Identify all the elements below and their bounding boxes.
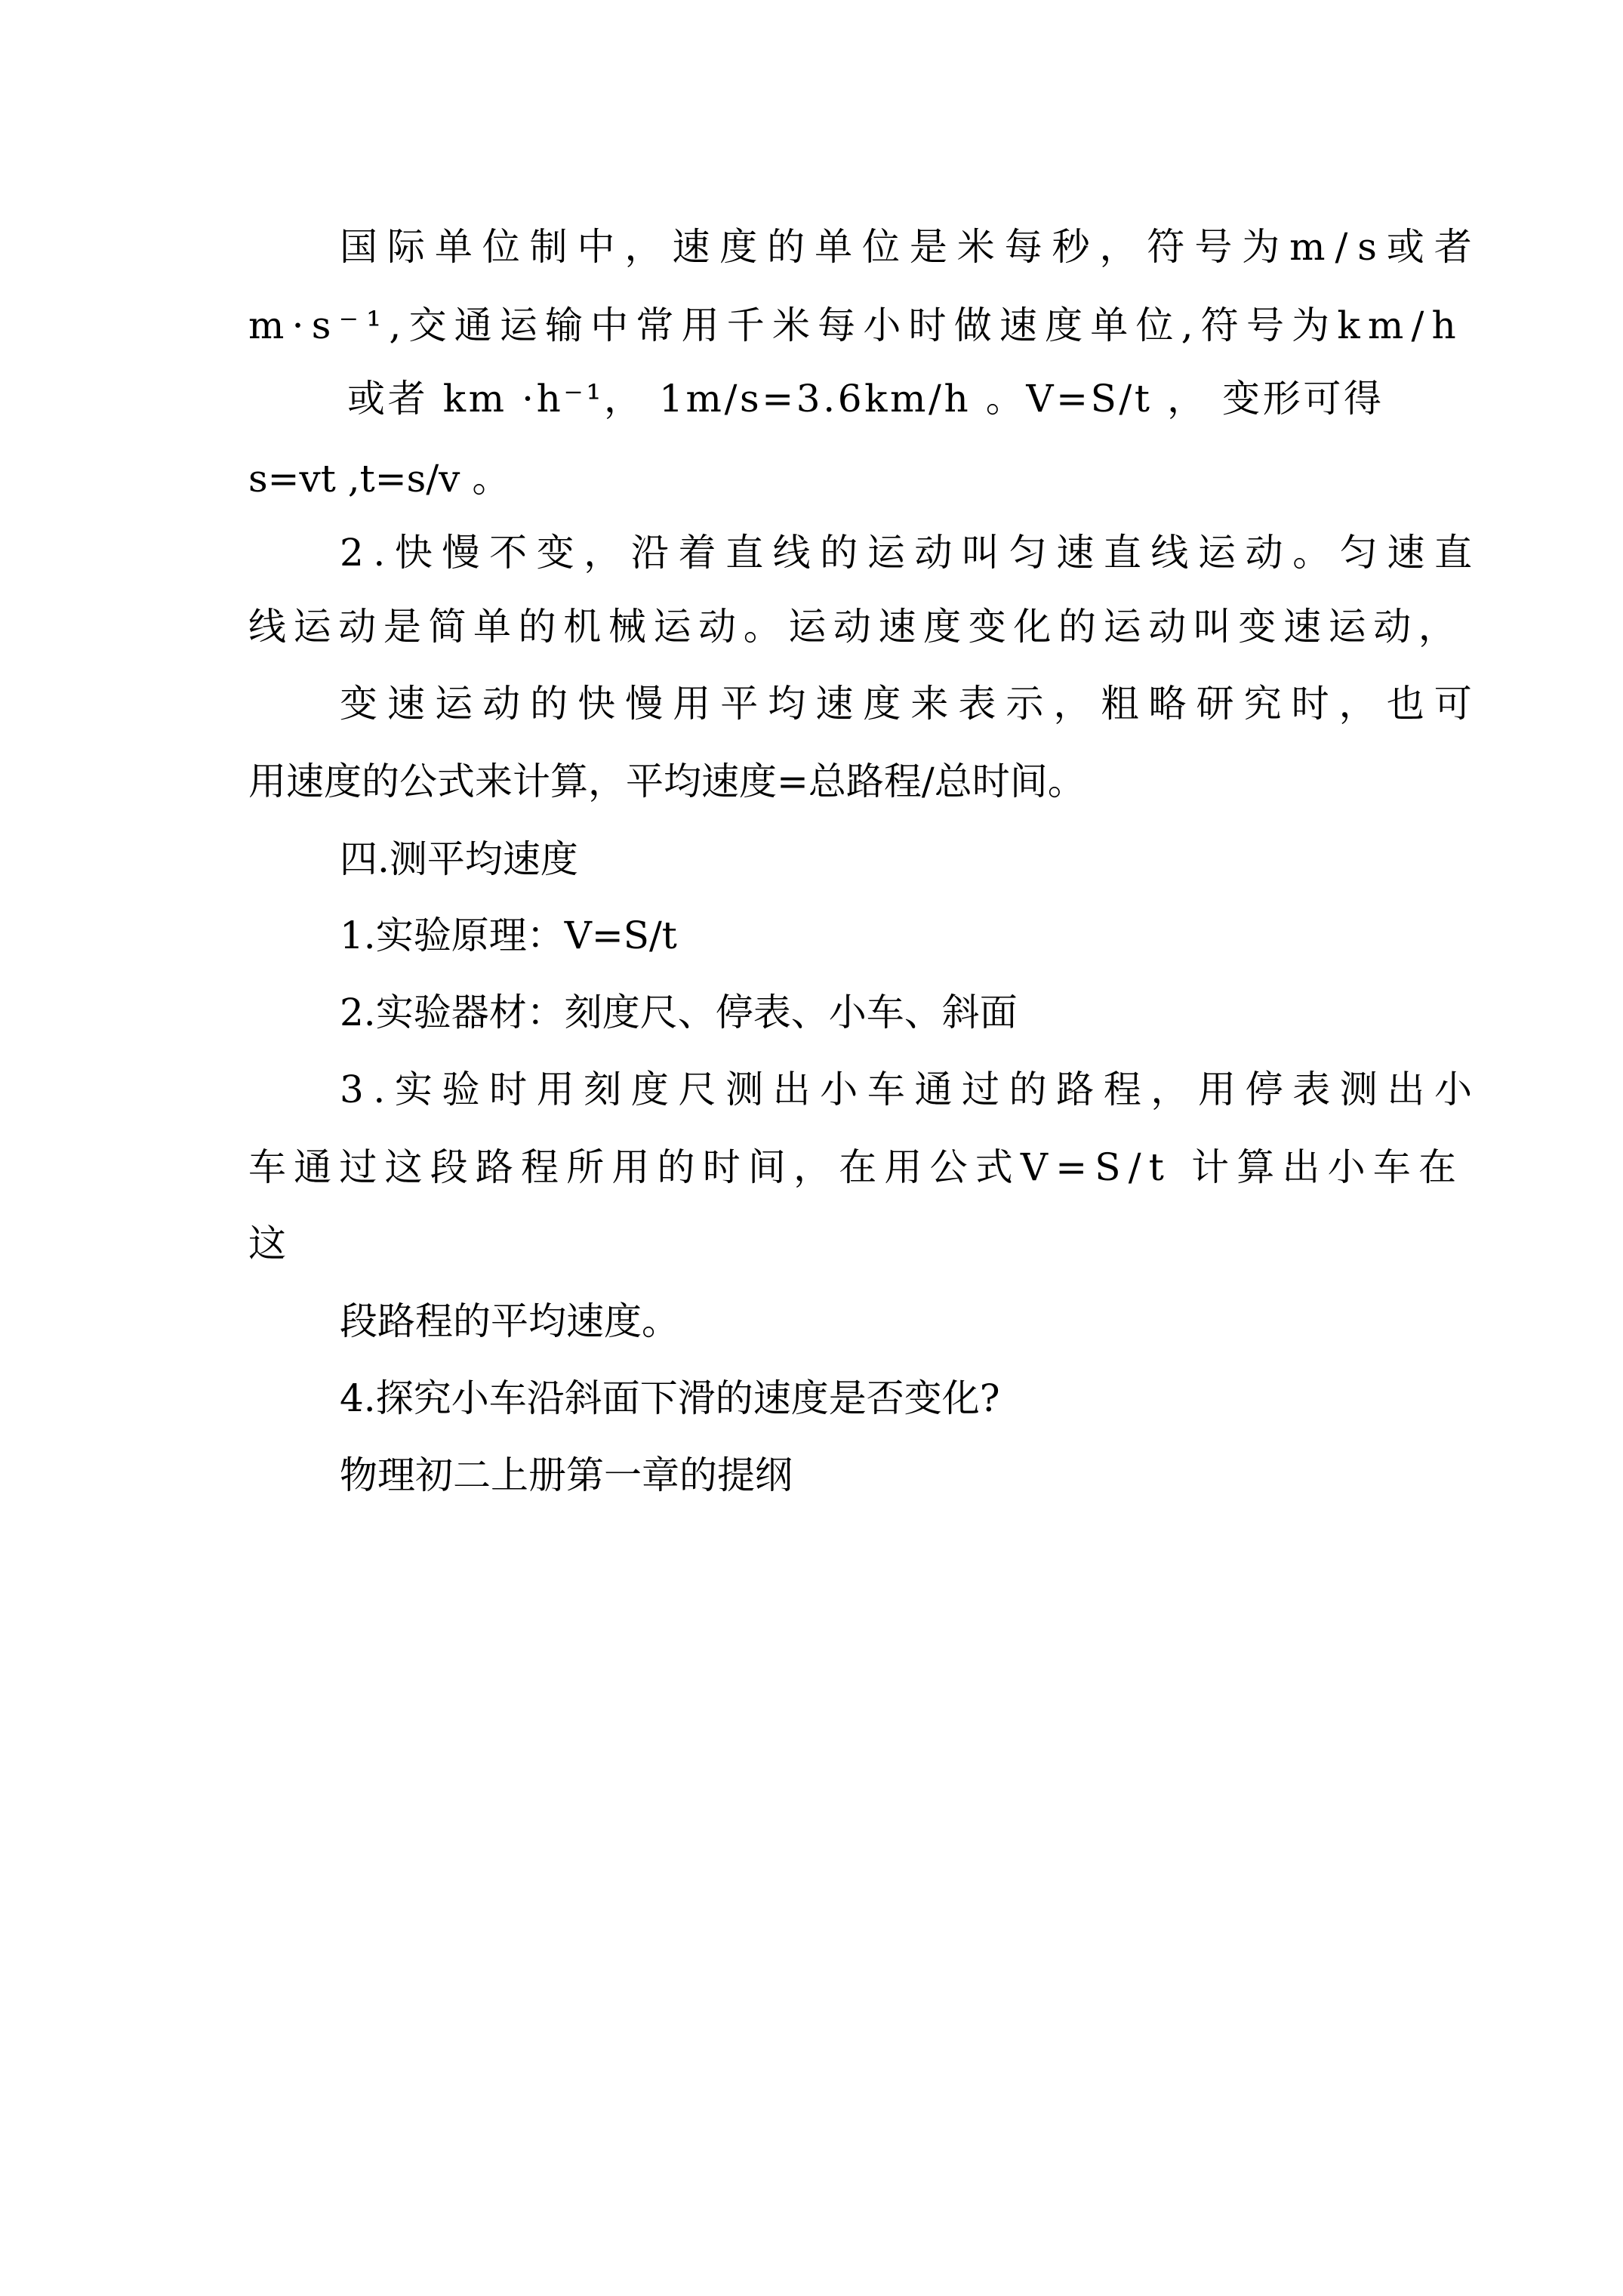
text-glyph: 是 [383,605,421,649]
text-glyph: t [1148,1145,1164,1189]
text-glyph: 动 [698,605,737,649]
text-glyph: 匀 [1009,531,1047,575]
text-glyph: 千 [726,304,765,347]
text-glyph: 用 [884,1145,922,1189]
text-glyph: 小 [1434,1068,1472,1111]
text-glyph: 线 [1150,531,1189,575]
text-glyph: 动 [1148,605,1187,649]
text-glyph: ， [1167,377,1206,421]
text-glyph: ， [1150,1068,1189,1111]
text-glyph: 略 [1148,682,1187,726]
text-glyph: 。 [743,605,781,649]
text-glyph: 直 [1103,531,1141,575]
text-glyph: . [823,377,836,421]
text-glyph: 化 [1013,605,1052,649]
text-glyph: 每 [818,304,856,347]
text-glyph: ， [624,225,663,269]
text-glyph: h [536,377,561,421]
text-line: 1.实验原理：V=S/t [340,914,677,957]
text-glyph: = [762,377,794,421]
text-glyph: 的 [820,531,858,575]
text-glyph [1153,376,1165,421]
text-glyph: 运 [653,605,691,649]
text-line: 段路程的平均速度。 [340,1299,679,1343]
text-glyph: 速 [1056,531,1095,575]
text-glyph: 示 [1006,682,1044,726]
text-glyph: 直 [725,531,764,575]
text-glyph: 位 [861,225,900,269]
text-glyph: 形 [1262,377,1301,421]
text-glyph: 。 [1292,531,1331,575]
text-glyph: 着 [678,531,716,575]
text-glyph: 运 [867,531,905,575]
text-glyph: s [311,304,331,347]
text-glyph: 度 [630,1068,669,1111]
text-glyph: 研 [1196,682,1234,726]
text-glyph: 的 [767,225,805,269]
text-glyph: 不 [489,531,528,575]
text-glyph: 路 [1056,1068,1095,1111]
text-glyph: 变 [1222,377,1261,421]
text-glyph [507,376,519,421]
text-glyph: 运 [499,304,537,347]
text-glyph: 公 [929,1145,968,1189]
section-heading: 四.测平均速度 [340,837,578,881]
text-glyph: 程 [1103,1068,1141,1111]
text-glyph: 国 [340,225,377,269]
text-glyph: / [1411,304,1424,347]
text-glyph: 单 [473,605,512,649]
text-glyph: 线 [248,605,286,649]
text-glyph: ¹ [366,304,382,347]
text-glyph: 慢 [442,531,480,575]
text-glyph: 间 [747,1145,786,1189]
text-glyph [971,376,983,421]
text-line [340,1067,1472,1112]
text-glyph: 直 [1434,531,1472,575]
text-glyph: ⁻ [563,377,584,421]
text-glyph: S [1095,1145,1121,1189]
text-glyph: 3 [796,377,821,421]
text-glyph: 停 [1245,1068,1283,1111]
text-glyph: 出 [772,1068,811,1111]
text-glyph: 号 [1194,225,1233,269]
text-glyph: 符 [1200,304,1239,347]
text-glyph: m [685,377,722,421]
text-glyph: 3 [340,1068,364,1111]
text-glyph: / [1128,1145,1141,1189]
text-glyph: 沿 [630,531,669,575]
text-glyph: 速 [999,304,1037,347]
text-glyph: 是 [909,225,947,269]
text-glyph: 速 [672,225,710,269]
text-glyph: , [389,304,402,347]
text-glyph: · [522,377,534,421]
text-glyph: h [1431,304,1456,347]
text-glyph: 通 [294,1145,332,1189]
text-glyph: 米 [771,304,810,347]
text-glyph: 做 [953,304,992,347]
text-glyph: 用 [681,304,719,347]
text-glyph: 械 [608,605,646,649]
text-glyph: 或 [1386,225,1424,269]
text-glyph: ⁻ [338,304,359,347]
text-glyph: . [373,531,386,575]
text-glyph: , [1181,304,1193,347]
text-glyph: s [1357,225,1377,269]
text-glyph: / [724,377,738,421]
text-glyph: 时 [908,304,947,347]
text-glyph: 均 [768,682,806,726]
text-glyph: 得 [1343,377,1381,421]
text-glyph: 通 [914,1068,953,1111]
text-glyph: · [291,304,304,347]
text-glyph: 速 [815,682,854,726]
text-glyph: 度 [863,682,901,726]
text-glyph: 通 [454,304,492,347]
text-glyph: 速 [387,682,426,726]
text-glyph: 小 [820,1068,858,1111]
text-glyph: ， [584,531,622,575]
text-glyph: 。 [985,377,1024,421]
text-glyph: 变 [968,605,1006,649]
text-glyph: 运 [435,682,473,726]
text-glyph: 每 [1004,225,1042,269]
text-glyph: 验 [442,1068,480,1111]
text-glyph: 动 [1373,605,1412,649]
text-line [340,681,1472,726]
text-glyph: 时 [702,1145,741,1189]
text-glyph: 究 [1243,682,1282,726]
text-glyph: 实 [394,1068,433,1111]
text-glyph: 用 [673,682,711,726]
text-glyph: 中 [590,304,629,347]
text-glyph [1172,1145,1184,1190]
text-glyph: 中 [577,225,615,269]
text-line [340,530,1472,575]
text-glyph: 式 [975,1145,1013,1189]
text-glyph: 的 [1009,1068,1047,1111]
text-line [248,604,1456,649]
text-glyph: 变 [340,682,377,726]
text-glyph: 常 [636,304,674,347]
text-glyph: 时 [489,1068,528,1111]
text-glyph: 表 [1292,1068,1331,1111]
text-glyph: k [442,377,466,421]
text-glyph: 为 [1242,225,1280,269]
text-glyph: 速 [1387,531,1425,575]
text-glyph: S [1090,377,1116,421]
text-glyph: 刻 [584,1068,622,1111]
text-glyph: 单 [815,225,853,269]
text-glyph: s [740,377,759,421]
text-glyph: 运 [1198,531,1236,575]
text-glyph: m [1367,304,1404,347]
text-line: 2.实验器材：刻度尺、停表、小车、斜面 [340,991,1018,1034]
text-glyph: ， [793,1145,832,1189]
text-glyph: k [1337,304,1360,347]
text-glyph: 速 [878,605,916,649]
text-glyph: 测 [1339,1068,1378,1111]
text-glyph: 2 [340,531,364,575]
text-line: 4.探究小车沿斜面下滑的速度是否变化? [340,1376,1000,1420]
document-title: 物理初二上册第一章的提纲 [340,1453,793,1497]
text-glyph: 动 [833,605,871,649]
text-glyph: ， [1338,682,1377,726]
text-glyph: m [248,304,285,347]
text-glyph: 动 [482,682,521,726]
text-glyph: 输 [545,304,584,347]
text-glyph: 位 [482,225,520,269]
text-glyph: 算 [1236,1145,1275,1189]
text-glyph: = [1055,1145,1088,1189]
text-glyph: 慢 [625,682,664,726]
text-glyph: V [1026,377,1054,421]
text-glyph: 用 [611,1145,650,1189]
text-glyph: 这 [384,1145,423,1189]
text-glyph: 在 [1418,1145,1456,1189]
text-glyph [645,376,657,421]
text-glyph: 车 [867,1068,905,1111]
text-glyph: 的 [518,605,556,649]
text-line [347,376,1381,421]
text-glyph: 者 [387,377,426,421]
text-glyph: 用 [536,1068,574,1111]
text-glyph: ， [1053,682,1092,726]
text-glyph: 过 [962,1068,1000,1111]
text-glyph: = [1056,377,1088,421]
text-glyph: 位 [1135,304,1174,347]
text-glyph: 车 [248,1145,286,1189]
text-glyph: ， [1418,605,1456,649]
text-glyph: 6 [837,377,862,421]
text-glyph: 度 [1045,304,1083,347]
text-glyph: 过 [339,1145,377,1189]
text-glyph: k [864,377,888,421]
text-glyph: 动 [914,531,953,575]
text-glyph: 快 [394,531,433,575]
text-glyph: 号 [1246,304,1284,347]
text-glyph: 的 [530,682,568,726]
text-glyph: 匀 [1339,531,1378,575]
text-glyph: 动 [338,605,377,649]
text-line [248,1145,1456,1190]
text-line: s=vt ,t=s/v 。 [248,457,510,501]
text-glyph: 机 [563,605,602,649]
text-glyph: 可 [1434,682,1472,726]
text-glyph: 简 [428,605,467,649]
text-glyph: 变 [1238,605,1277,649]
text-glyph: t [1134,377,1150,421]
text-glyph: 计 [1191,1145,1230,1189]
text-glyph: 来 [910,682,949,726]
text-glyph: 运 [1328,605,1366,649]
text-line: 这 [248,1222,286,1265]
text-glyph: 交 [408,304,447,347]
text-glyph: 叫 [962,531,1000,575]
text-line [248,303,1456,348]
text-glyph: 单 [434,225,473,269]
text-glyph: 1 [659,377,683,421]
text-glyph: 用 [1198,1068,1236,1111]
text-glyph [1208,376,1220,421]
text-glyph: 平 [720,682,759,726]
text-glyph: 出 [1282,1145,1320,1189]
text-glyph: 者 [1434,225,1472,269]
text-glyph: 秒 [1052,225,1090,269]
text-line [340,224,1472,270]
text-glyph: 粗 [1101,682,1139,726]
text-glyph: 叫 [1193,605,1231,649]
text-glyph: / [1119,377,1132,421]
text-glyph: 所 [566,1145,605,1189]
text-glyph: 运 [788,605,827,649]
text-glyph: h [944,377,969,421]
text-glyph: / [1335,225,1348,269]
text-glyph: 线 [772,531,811,575]
text-glyph: 路 [475,1145,513,1189]
text-glyph [428,376,440,421]
text-glyph: 度 [923,605,962,649]
text-glyph: 度 [719,225,758,269]
text-line: 用速度的公式来计算，平均速度=总路程/总时间。 [248,760,1086,803]
text-glyph: 车 [1372,1145,1411,1189]
text-glyph: 米 [956,225,995,269]
text-glyph: m [1289,225,1326,269]
text-glyph: 变 [536,531,574,575]
text-glyph: V [1020,1145,1049,1189]
text-glyph: 运 [293,605,331,649]
text-glyph: 小 [863,304,901,347]
text-glyph: 为 [1292,304,1330,347]
text-glyph: 符 [1147,225,1185,269]
text-glyph: 时 [1291,682,1329,726]
text-glyph: 运 [1103,605,1141,649]
text-glyph: 制 [529,225,568,269]
text-glyph: 的 [1058,605,1096,649]
text-glyph: 也 [1386,682,1424,726]
text-glyph: / [929,377,941,421]
text-glyph: 单 [1090,304,1129,347]
text-glyph: 表 [958,682,996,726]
text-glyph: m [890,377,926,421]
text-glyph: 测 [725,1068,764,1111]
text-glyph: 小 [1327,1145,1366,1189]
text-glyph: 可 [1303,377,1341,421]
text-glyph: 动 [1245,531,1283,575]
text-glyph: 或 [347,377,385,421]
text-glyph: 际 [387,225,425,269]
text-glyph: 程 [521,1145,559,1189]
text-glyph: ， [1099,225,1138,269]
text-glyph: 快 [577,682,616,726]
text-glyph: 尺 [678,1068,716,1111]
text-glyph: 在 [839,1145,877,1189]
text-glyph: ¹ [586,377,602,421]
text-glyph: m [468,377,505,421]
text-glyph: 速 [1283,605,1322,649]
text-glyph: . [373,1068,386,1111]
text-glyph: 出 [1387,1068,1425,1111]
text-glyph: 的 [657,1145,695,1189]
text-glyph: 段 [430,1145,468,1189]
text-glyph: ， [604,377,642,421]
